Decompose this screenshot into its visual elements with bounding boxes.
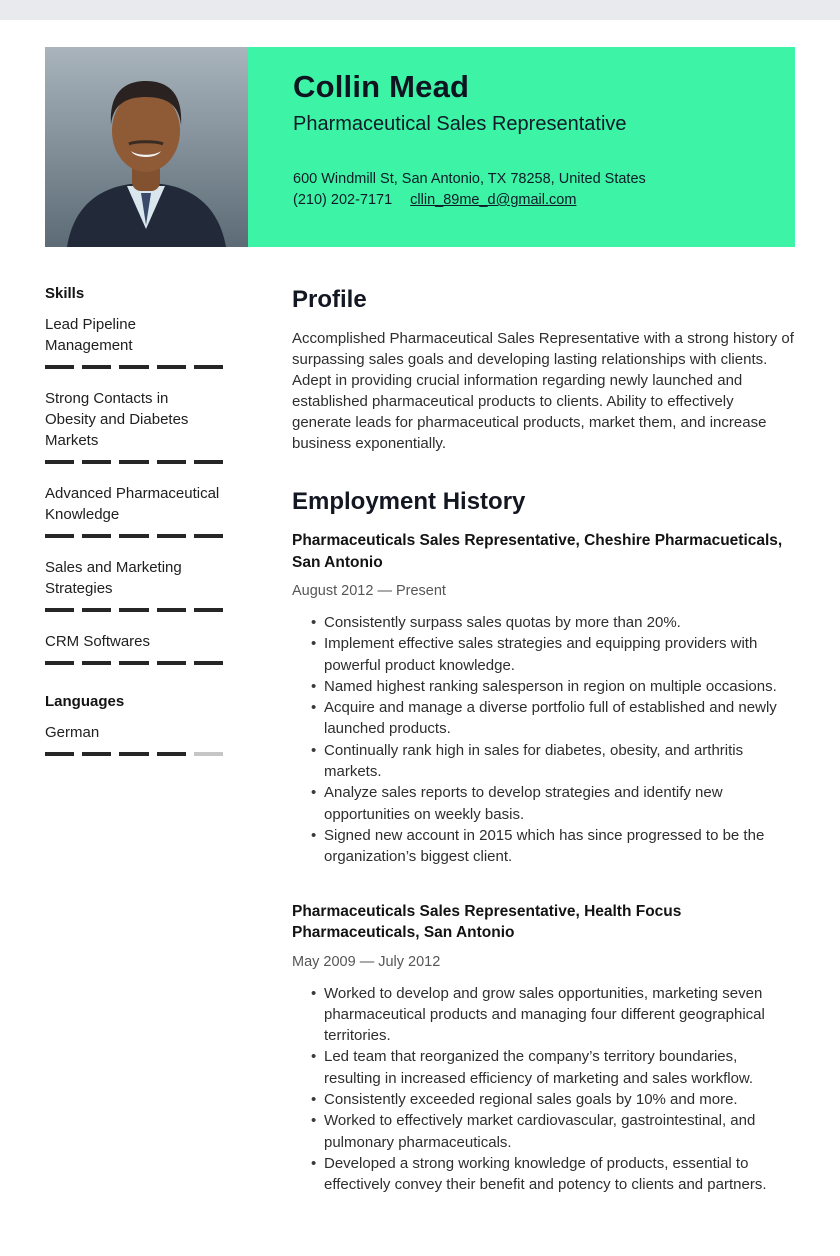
bullet-item: • Named highest ranking salesperson in region on multiple occasions. [311,676,795,697]
bullet-item: • Developed a strong working knowledge of products, essential to effectively convey their benefit and potency to clients and partners. [311,1153,795,1196]
job-title-line: Pharmaceuticals Sales Representative, Health Focus Pharmaceuticals, San Antonio [292,902,682,942]
job-dates: May 2009 — July 2012 [292,953,441,970]
profile-photo [45,47,248,247]
profile-text: Accomplished Pharmaceutical Sales Representative with a strong history of surpassing sales goals and developing lasting relationships with clients. Adept in providing crucial information regarding newly launched and established pharmaceutical products to clients. Ability to effectively generate leads for pharmaceutical products, market them, and increase business exponentially. [292,330,794,452]
skills-heading: Skills [45,285,85,302]
skill-item [45,483,223,538]
skill-item [45,631,223,665]
header-banner [248,47,795,247]
language-level-bar [45,752,223,756]
bullet-item: • Led team that reorganized the company’s territory boundaries, resulting in increased efficiency of marketing and sales workflow. [311,1046,795,1089]
job-title-line: Pharmaceuticals Sales Representative, Cheshire Pharmacueticals, San Antonio [292,532,783,571]
phone-email-line [293,190,765,211]
resume-page [0,20,840,1256]
skill-level-bar [45,365,223,369]
sidebar [45,285,223,1196]
employment-section [292,487,795,1196]
email-link[interactable]: cllin_89me_d@gmail.com [410,192,577,208]
contact-block [293,169,765,211]
language-item [45,722,223,756]
bullet-item: • Signed new account in 2015 which has since progressed to be the organization’s biggest client. [311,825,795,868]
bullet-item: • Consistently exceeded regional sales goals by 10% and more. [311,1089,795,1110]
bullet-item: • Acquire and manage a diverse portfolio full of established and newly launched products. [311,697,795,740]
bullet-item: • Analyze sales reports to develop strategies and identify new opportunities on weekly basis. [311,782,795,825]
resume-header [45,20,795,247]
languages-heading: Languages [45,693,125,710]
bullet-item: • Continually rank high in sales for diabetes, obesity, and arthritis markets. [311,740,795,783]
skill-name: Sales and Marketing Strategies [45,559,182,597]
address-line: 600 Windmill St, San Antonio, TX 78258, United States [293,171,646,187]
skill-level-bar [45,460,223,464]
bullet-item: • Worked to effectively market cardiovascular, gastrointestinal, and pulmonary pharmaceuticals. [311,1110,795,1153]
main-column [292,285,795,1196]
skill-item [45,314,223,369]
bullet-item: • Worked to develop and grow sales opportunities, marketing seven pharmaceutical products and managing four different geographical territories. [311,983,795,1047]
profile-heading: Profile [292,286,367,313]
skill-item [45,557,223,612]
resume-body [45,247,795,1196]
job-bullets [292,612,795,868]
job-bullets [292,983,795,1196]
bullet-item: • Implement effective sales strategies and equipping providers with powerful product knowledge. [311,633,795,676]
skill-name: CRM Softwares [45,633,151,650]
skill-level-bar [45,534,223,538]
language-name: German [45,724,100,741]
candidate-title: Pharmaceutical Sales Representative [293,113,627,135]
phone-number: (210) 202-7171 [293,192,393,208]
job-entry [292,901,795,1196]
job-dates: August 2012 — Present [292,583,446,599]
skill-name: Advanced Pharmaceutical Knowledge [45,485,220,523]
skill-name: Strong Contacts in Obesity and Diabetes Markets [45,390,189,449]
candidate-name: Collin Mead [293,69,470,104]
employment-heading: Employment History [292,488,526,515]
job-entry [292,530,795,868]
bullet-item: • Consistently surpass sales quotas by more than 20%. [311,612,795,633]
profile-photo-graphic [45,47,248,247]
skill-name: Lead Pipeline Management [45,316,136,354]
skill-item [45,388,223,464]
skill-level-bar [45,608,223,612]
profile-section [292,285,795,454]
skill-level-bar [45,661,223,665]
